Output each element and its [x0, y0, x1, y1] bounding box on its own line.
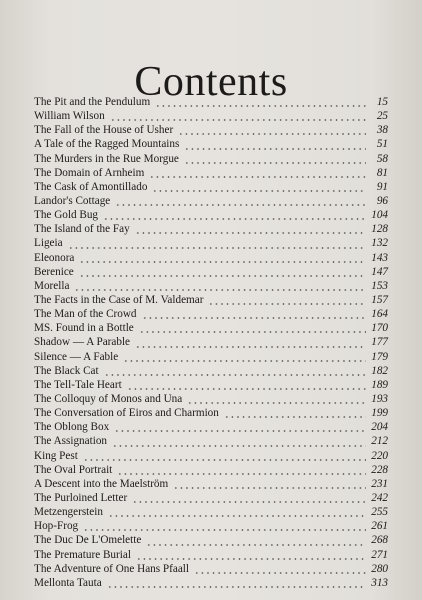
dot-leader: [173, 487, 366, 489]
toc-entry-title: The Purloined Letter: [34, 491, 128, 504]
dot-leader: [83, 529, 366, 531]
toc-entry-page-number: 38: [376, 124, 388, 137]
dot-leader: [83, 459, 366, 461]
toc-entry: [34, 208, 388, 222]
toc-entry-title: Mellonta Tauta: [34, 576, 102, 589]
dot-leader: [139, 331, 366, 333]
dot-leader: [146, 544, 366, 546]
toc-entry-page-number: 177: [371, 336, 388, 349]
dot-leader: [108, 515, 366, 517]
toc-entry-page-number: 170: [371, 322, 388, 335]
dot-leader: [68, 247, 366, 249]
toc-entry-title: The Duc De L'Omelette: [34, 534, 142, 547]
toc-entry-title: The Colloquy of Monos and Una: [34, 392, 183, 405]
toc-entry-page-number: 313: [371, 576, 388, 589]
toc-entry: [34, 533, 388, 547]
toc-entry-title: Silence — A Fable: [34, 350, 119, 363]
page-title: Contents: [134, 59, 288, 106]
toc-entry-title: The Premature Burial: [34, 548, 131, 561]
dot-leader: [114, 430, 366, 432]
dot-leader: [132, 501, 366, 503]
toc-entry-page-number: 143: [371, 251, 388, 264]
toc-entry-title: The Pit and the Pendulum: [34, 96, 151, 108]
toc-entry: [34, 335, 388, 349]
toc-entry: [34, 449, 388, 463]
dot-leader: [112, 445, 366, 447]
toc-entry: [34, 392, 388, 406]
toc-entry-page-number: 231: [371, 477, 388, 490]
toc-entry: [34, 279, 388, 293]
toc-entry-page-number: 132: [371, 237, 388, 250]
toc-entry-title: The Conversation of Eiros and Charmion: [34, 407, 219, 420]
toc-entry-title: The Tell-Tale Heart: [34, 378, 122, 391]
toc-entry-page-number: 204: [371, 421, 388, 434]
toc-entry-title: Shadow — A Parable: [34, 336, 131, 349]
dot-leader: [136, 558, 366, 560]
toc-entry-title: Landor's Cottage: [34, 194, 111, 207]
toc-entry-page-number: 51: [376, 138, 388, 151]
toc-entry: [34, 222, 388, 236]
toc-entry-page-number: 261: [371, 520, 388, 533]
toc-entry-title: The Gold Bug: [34, 209, 99, 222]
toc-entry-title: Eleonora: [34, 251, 75, 264]
dot-leader: [155, 105, 366, 107]
dot-leader: [184, 162, 366, 164]
toc-entry: [34, 180, 388, 194]
dot-leader: [104, 374, 366, 376]
toc-entry-title: The Oblong Box: [34, 421, 110, 434]
toc-entry-page-number: 81: [376, 166, 388, 179]
toc-entry-page-number: 153: [371, 279, 388, 292]
toc-entry: [34, 364, 388, 378]
dot-leader: [149, 176, 366, 178]
toc-entry: [34, 463, 388, 477]
toc-entry-title: The Island of the Fay: [34, 223, 130, 236]
toc-entry-title: A Tale of the Ragged Mountains: [34, 138, 180, 151]
toc-entry-title: The Black Cat: [34, 364, 99, 377]
dot-leader: [103, 218, 366, 220]
toc-entry-page-number: 147: [371, 265, 388, 278]
toc-entry: [34, 251, 388, 265]
toc-entry: [34, 576, 388, 590]
toc-entry-page-number: 104: [371, 209, 388, 222]
dot-leader: [194, 572, 366, 574]
toc-entry: [34, 307, 388, 321]
toc-entry-title: The Cask of Amontillado: [34, 180, 148, 193]
dot-leader: [107, 586, 366, 588]
toc-entry: [34, 477, 388, 491]
toc-entry: [34, 109, 388, 123]
toc-entry-title: Berenice: [34, 265, 74, 278]
dot-leader: [224, 416, 366, 418]
toc-entry: [34, 548, 388, 562]
toc-entry: [34, 434, 388, 448]
dot-leader: [135, 346, 366, 348]
toc-entry-page-number: 15: [376, 96, 388, 108]
toc-entry: [34, 194, 388, 208]
toc-entry-title: The Murders in the Rue Morgue: [34, 152, 179, 165]
dot-leader: [79, 261, 366, 263]
toc-entry: [34, 123, 388, 137]
toc-entry-page-number: 58: [376, 152, 388, 165]
toc-entry-page-number: 199: [371, 407, 388, 420]
toc-entry-title: Hop-Frog: [34, 520, 79, 533]
toc-entry-title: The Assignation: [34, 435, 108, 448]
toc-entry-page-number: 271: [371, 548, 388, 561]
dot-leader: [178, 133, 366, 135]
toc-entry-page-number: 179: [371, 350, 388, 363]
toc-entry-title: King Pest: [34, 449, 78, 462]
toc-entry-title: MS. Found in a Bottle: [34, 322, 134, 335]
toc-entry: [34, 519, 388, 533]
dot-leader: [110, 119, 366, 121]
toc-entry-page-number: 280: [371, 562, 388, 575]
toc-entry-page-number: 128: [371, 223, 388, 236]
toc-entry-page-number: 25: [376, 110, 388, 123]
toc-entry-page-number: 268: [371, 534, 388, 547]
dot-leader: [115, 204, 366, 206]
toc-entry: [34, 137, 388, 151]
dot-leader: [135, 232, 366, 234]
toc-entry-page-number: 164: [371, 308, 388, 321]
dot-leader: [152, 190, 366, 192]
toc-entry: [34, 166, 388, 180]
toc-entry: [34, 236, 388, 250]
toc-entry: [34, 378, 388, 392]
toc-entry: [34, 293, 388, 307]
toc-entry: [34, 265, 388, 279]
toc-entry-page-number: 228: [371, 463, 388, 476]
toc-entry-page-number: 220: [371, 449, 388, 462]
toc-entry: [34, 562, 388, 576]
toc-entry: [34, 505, 388, 519]
toc-entry-title: A Descent into the Maelström: [34, 477, 169, 490]
toc-entry-page-number: 193: [371, 392, 388, 405]
dot-leader: [142, 317, 366, 319]
dot-leader: [208, 303, 366, 305]
toc-entry-title: The Adventure of One Hans Pfaall: [34, 562, 190, 575]
toc-entry-page-number: 242: [371, 491, 388, 504]
toc-entry-page-number: 96: [376, 194, 388, 207]
dot-leader: [184, 148, 366, 150]
toc-entry-page-number: 255: [371, 506, 388, 519]
toc-entry-page-number: 189: [371, 378, 388, 391]
dot-leader: [127, 388, 366, 390]
toc-entry-page-number: 157: [371, 293, 388, 306]
toc-entry-title: Morella: [34, 279, 70, 292]
toc-entry: [34, 350, 388, 364]
dot-leader: [187, 402, 366, 404]
toc-entry-title: The Man of the Crowd: [34, 308, 137, 321]
toc-entry: [34, 491, 388, 505]
toc-entry-title: The Fall of the House of Usher: [34, 124, 174, 137]
toc-entry-title: The Facts in the Case of M. Valdemar: [34, 293, 204, 306]
toc-entry-page-number: 91: [376, 180, 388, 193]
toc-entry: [34, 420, 388, 434]
dot-leader: [123, 360, 366, 362]
dot-leader: [74, 289, 366, 291]
dot-leader: [117, 473, 366, 475]
toc-entry-page-number: 182: [371, 364, 388, 377]
toc-entry-title: Ligeia: [34, 237, 63, 250]
toc-entry-page-number: 212: [371, 435, 388, 448]
toc-entry: [34, 95, 388, 109]
dot-leader: [79, 275, 366, 277]
toc-entry: [34, 406, 388, 420]
toc-entry-title: Metzengerstein: [34, 506, 103, 519]
toc-entry: [34, 152, 388, 166]
toc-entry-title: The Domain of Arnheim: [34, 166, 145, 179]
toc-entry: [34, 321, 388, 335]
table-of-contents: [34, 95, 388, 590]
toc-entry-title: The Oval Portrait: [34, 463, 113, 476]
toc-entry-title: William Wilson: [34, 110, 105, 123]
